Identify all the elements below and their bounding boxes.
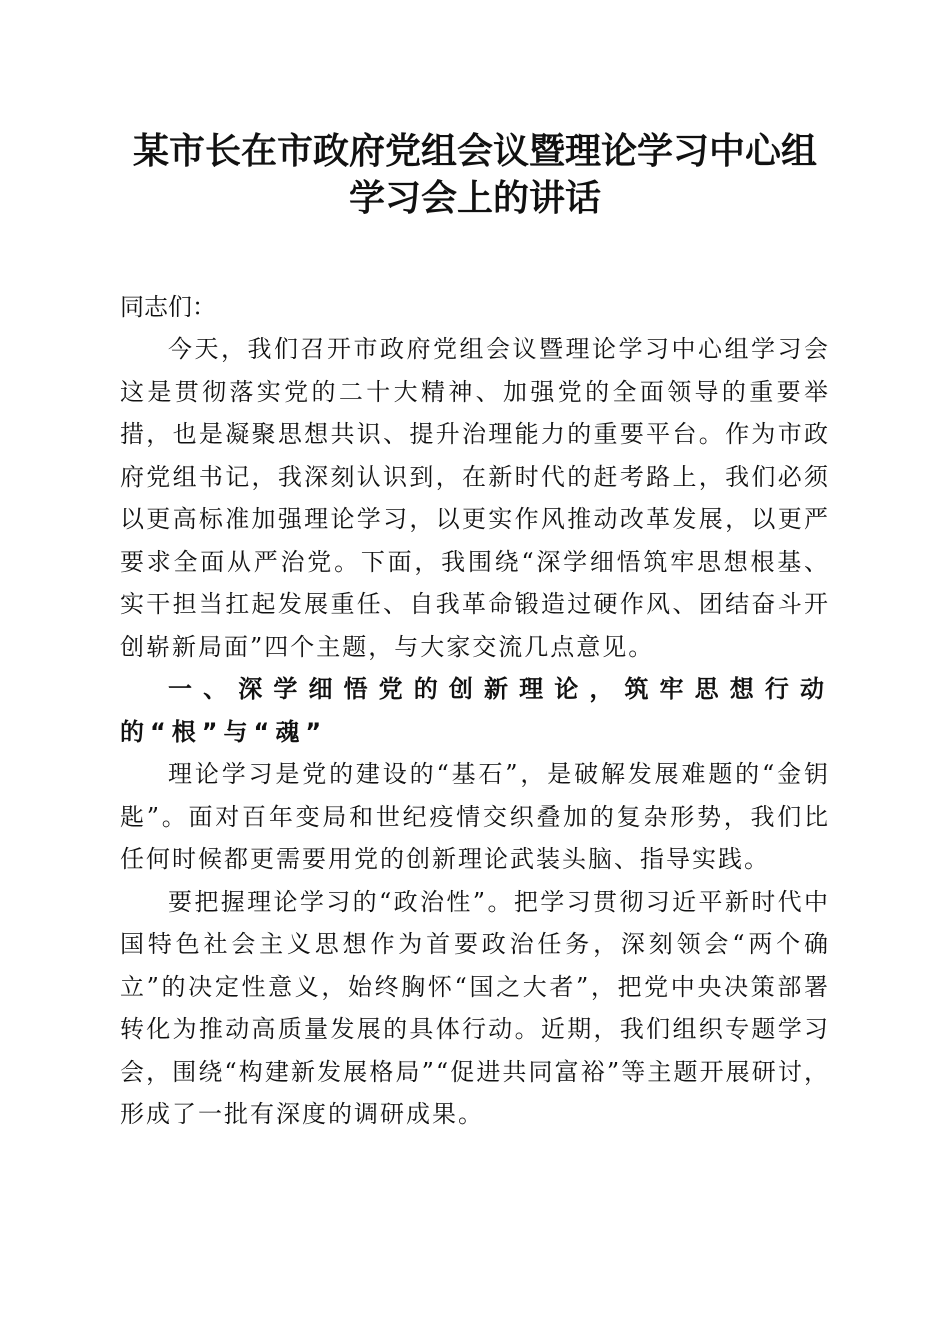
section-1-paragraph-1: 理论学习是党的建设的“基石”，是破解发展难题的“金钥匙”。面对百年变局和世纪疫情交织叠加的复杂形势，我们比任何时候都更需要用党的创新理论武装头脑、指导实践。 — [120, 760, 830, 873]
document-page — [120, 128, 830, 1136]
section-heading-1: 一、深学细悟党的创新理论，筑牢思想行动的“根”与“魂” — [120, 675, 830, 746]
intro-paragraph: 今天，我们召开市政府党组会议暨理论学习中心组学习会这是贯彻落实党的二十大精神、加强党的全面领导的重要举措，也是凝聚思想共识、提升治理能力的重要平台。作为市政府党组书记，我深刻认识到，在新时代的赶考路上，我们必须以更高标准加强理论学习，以更实作风推动改革发展，以更严要求全面从严治党。下面，我围绕“深学细悟筑牢思想根基、实干担当扛起发展重任、自我革命锻造过硬作风、团结奋斗开创崭新局面”四个主题，与大家交流几点意见。 — [120, 335, 830, 661]
salutation: 同志们： — [120, 293, 216, 321]
document-title: 某市长在市政府党组会议暨理论学习中心组学习会上的讲话 — [132, 130, 817, 219]
section-1-paragraph-2: 要把握理论学习的“政治性”。把学习贯彻习近平新时代中国特色社会主义思想作为首要政治任务，深刻领会“两个确立”的决定性意义，始终胸怀“国之大者”，把党中央决策部署转化为推动高质量发展的具体行动。近期，我们组织专题学习会，围绕“构建新发展格局”“促进共同富裕”等主题开展研讨，形成了一批有深度的调研成果。 — [120, 887, 830, 1128]
